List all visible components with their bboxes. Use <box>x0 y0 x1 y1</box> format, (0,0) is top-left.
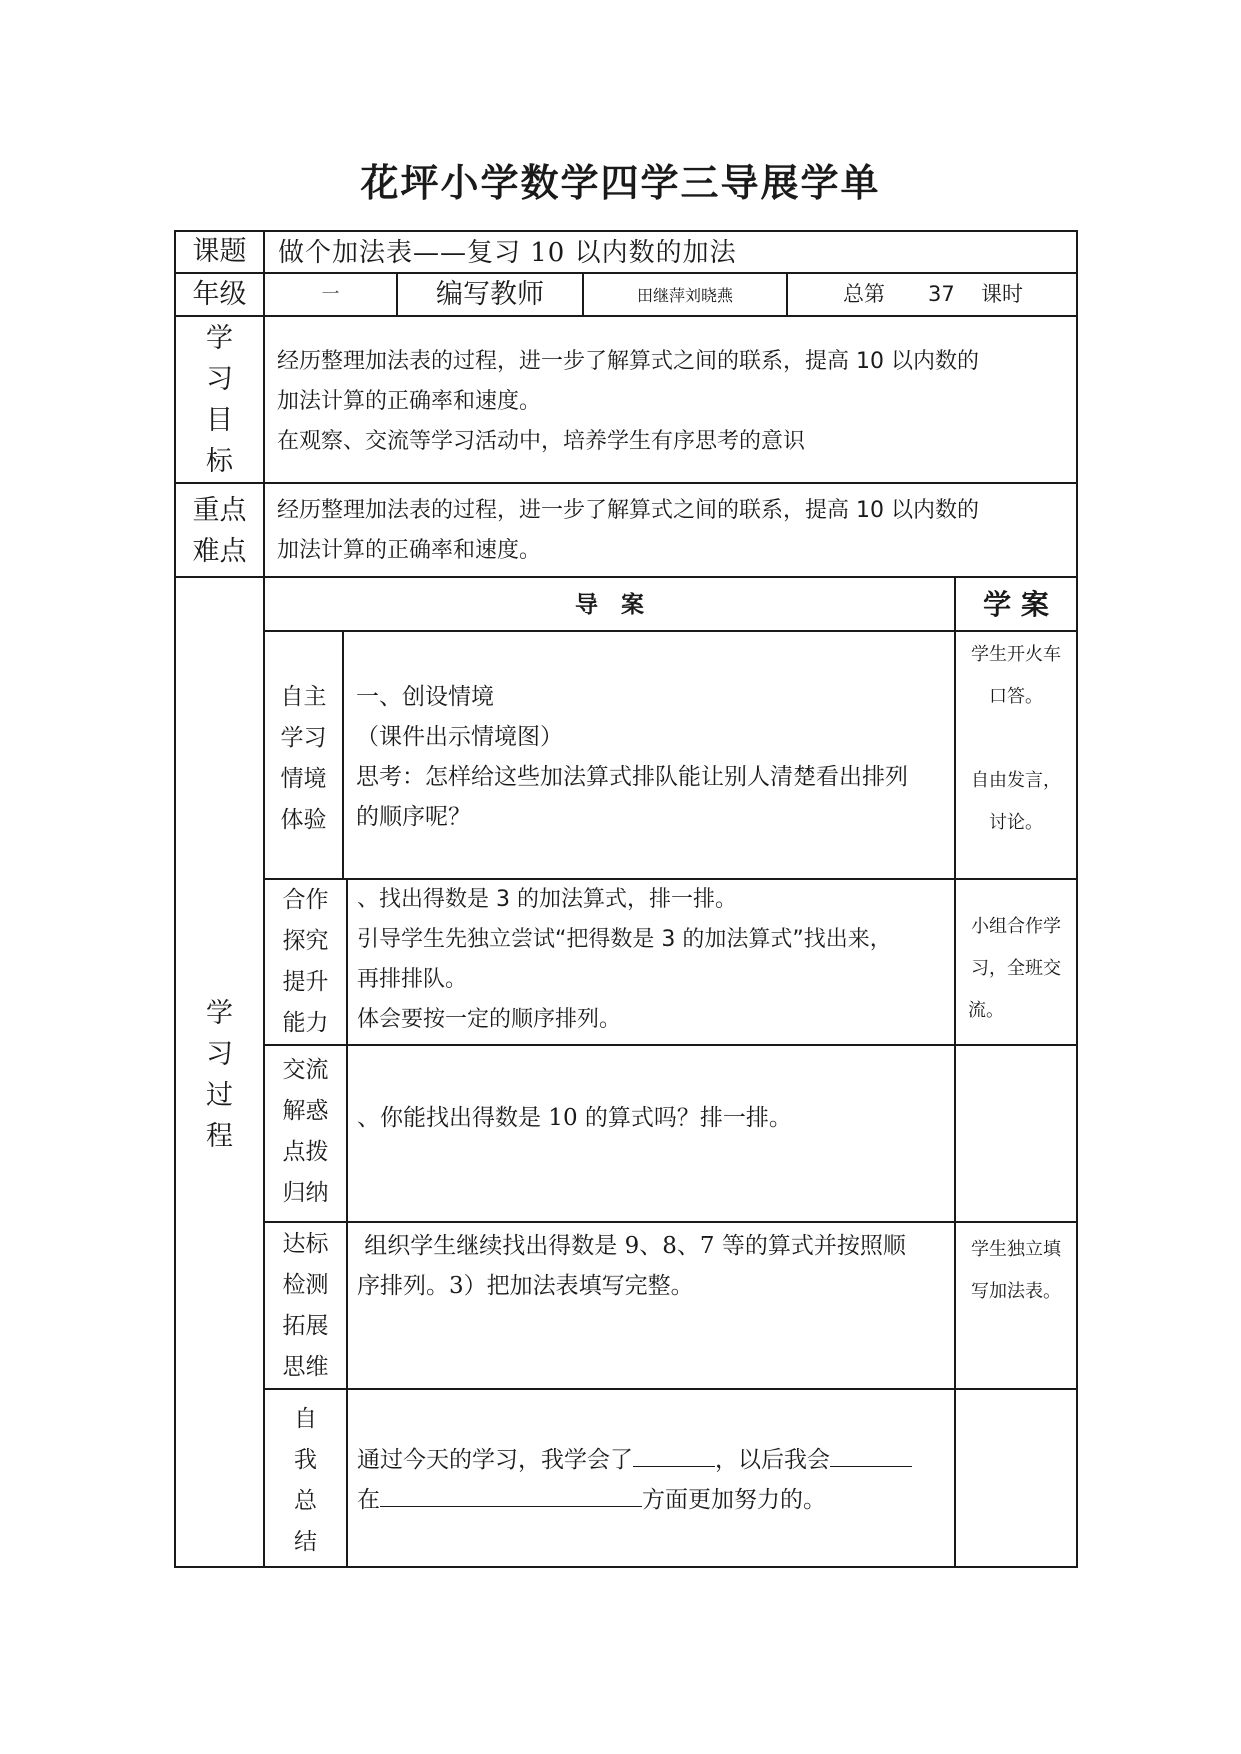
keypoints-text: 经历整理加法表的过程，进一步了解算式之间的联系，提高 10 以内数的 加法计算的正确率和速度。 <box>277 498 979 563</box>
goals-text: 经历整理加法表的过程，进一步了解算式之间的联系，提高 10 以内数的 加法计算的正确率和速度。 在观察、交流等学习活动中，培养学生有序思考的意识 <box>277 349 979 454</box>
stage-self-summary: 自 我 总 结 <box>294 1406 317 1555</box>
stage-self-study: 自主 学习 情境 体验 <box>280 684 327 833</box>
guide-text-3: 、你能找出得数是 10 的算式吗？排一排。 <box>357 1105 792 1131</box>
keypoints-label: 重点 难点 <box>192 495 247 567</box>
document-title: 花坪小学数学四学三导展学单 <box>360 161 881 205</box>
author-label: 编写教师 <box>436 279 544 310</box>
study-note-4: 学生独立填 写加法表。 <box>971 1239 1061 1302</box>
guide-header: 导 案 <box>575 592 644 618</box>
study-header: 学 案 <box>983 588 1049 621</box>
summary-text: 通过今天的学习，我学会了 ，以后我会 在 方面更加努力的。 <box>357 1440 954 1520</box>
blank-future[interactable] <box>830 1446 912 1467</box>
stage-cooperative: 合作 探究 提升 能力 <box>282 887 329 1036</box>
stage-assessment: 达标 检测 拓展 思维 <box>282 1231 329 1380</box>
grade-label: 年级 <box>192 279 247 310</box>
lesson-suffix: 课时 <box>981 282 1023 306</box>
study-note-2: 小组合作学 习，全班交 流。 <box>968 916 1061 1021</box>
grade-value: 一 <box>321 284 340 305</box>
lesson-prefix: 总第 <box>843 282 885 306</box>
stage-exchange: 交流 解惑 点拨 归纳 <box>282 1057 329 1206</box>
guide-text-4: 组织学生继续找出得数是 9、8、7 等的算式并按照顺 序排列。3）把加法表填写完整。 <box>357 1233 906 1299</box>
guide-text-1: 一、创设情境 （课件出示情境图） 思考：怎样给这些加法算式排队能让别人清楚看出排列 的顺序呢？ <box>356 684 908 830</box>
study-note-1: 学生开火车 口答。 自由发言， 讨论。 <box>971 644 1061 833</box>
lesson-count <box>788 274 1076 315</box>
goals-label: 学 习 目 标 <box>206 323 233 477</box>
topic-value: 做个加法表——复习 10 以内数的加法 <box>278 238 737 268</box>
guide-text-2: 、找出得数是 3 的加法算式，排一排。 引导学生先独立尝试“把得数是 3 的加法算式”找出来， 再排排队。 体会要按一定的顺序排列。 <box>357 887 892 1032</box>
blank-effort[interactable] <box>380 1486 642 1507</box>
lesson-number: 37 <box>928 282 955 306</box>
blank-learned[interactable] <box>633 1446 715 1467</box>
process-label: 学 习 过 程 <box>206 998 233 1152</box>
teacher-names: 田继萍刘晓燕 <box>636 286 733 305</box>
topic-label: 课题 <box>192 236 247 267</box>
